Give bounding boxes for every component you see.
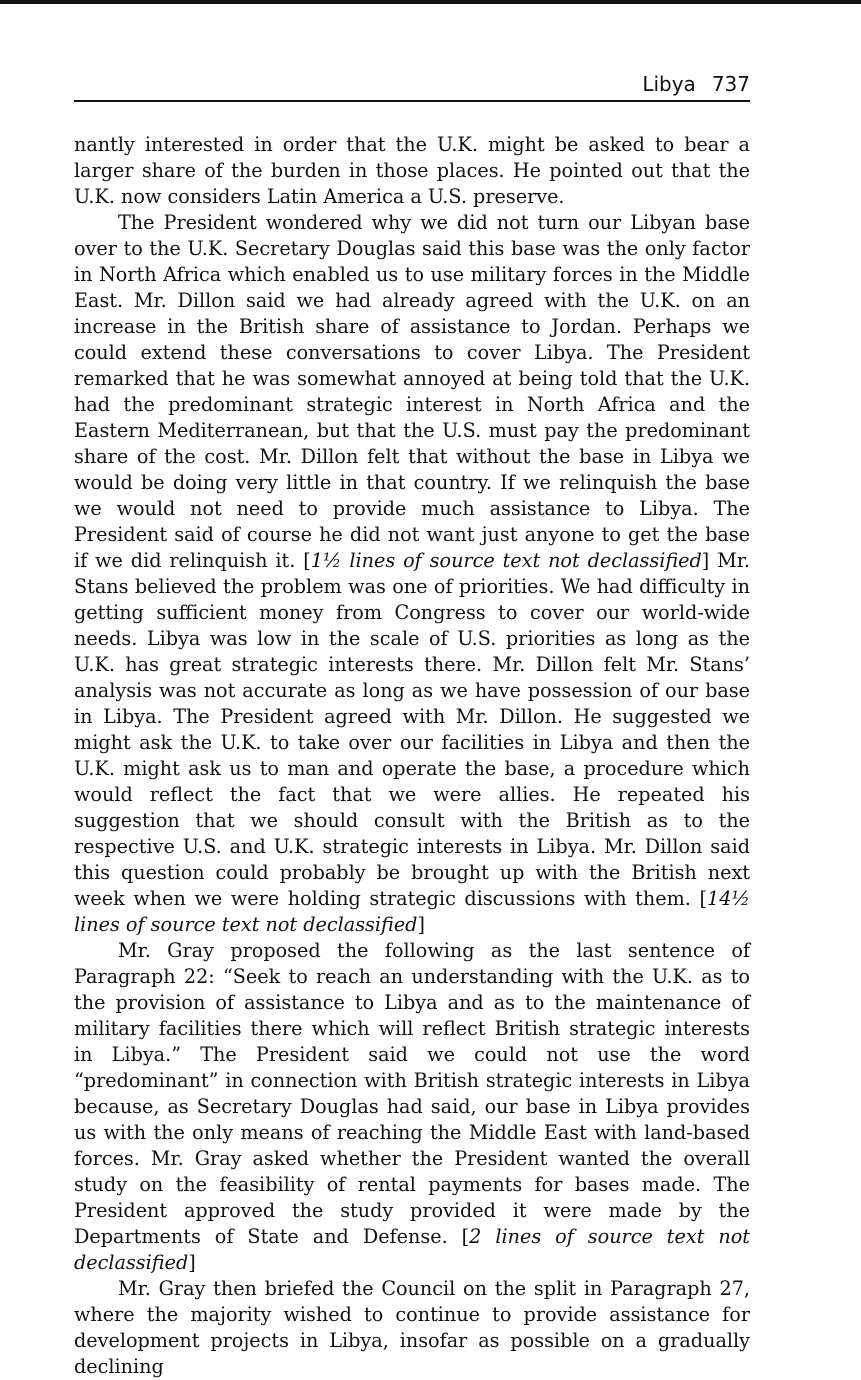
- editorial-note: 14½ lines of source text not declassified: [74, 887, 750, 936]
- page-top-edge: [0, 0, 861, 4]
- editorial-note: 2 lines of source text not declassified: [74, 1225, 750, 1274]
- text-run: Mr. Gray then briefed the Council on the split in Paragraph 27, where the majority wished to continue to provide assistance for development projects in Libya, insofar as possible on a gradually declining: [74, 1277, 750, 1378]
- editorial-note: 1½ lines of source text not declassified: [310, 549, 702, 572]
- text-run: The President wondered why we did not turn our Libyan base over to the U.K. Secretary Douglas said this base was the only factor in North Africa which enabled us to use military forces in the Middle East. Mr. Dillon said we had already agreed with the U.K. on an increase in the British share of assistance to Jordan. Perhaps we could extend these conversations to cover Libya. The President remarked that he was somewhat annoyed at being told that the U.K. had the predominant strategic interest in North Africa and the Eastern Mediterranean, but that the U.S. must pay the predominant share of the cost. Mr. Dillon felt that without the base in Libya we would be doing very little in that country. If we relinquish the base we would not need to provide much assistance to Libya. The President said of course he did not want just anyone to get the base if we did relinquish it. [: [74, 211, 750, 572]
- text-run: ]: [417, 913, 425, 936]
- text-run: nantly interested in order that the U.K. might be asked to bear a larger share of the burden in those places. He pointed out that the U.K. now considers Latin America a U.S. preserve.: [74, 133, 750, 208]
- text-run: ]: [188, 1251, 196, 1274]
- paragraph: [74, 938, 750, 1276]
- running-head: [74, 70, 750, 102]
- paragraph: [74, 210, 750, 938]
- text-run: Mr. Gray proposed the following as the last sentence of Paragraph 22: “Seek to reach an understanding with the U.K. as to the provision of assistance to Libya and as to the maintenance of military facilities there which will reflect British strategic interests in Libya.” The President said we could not use the word “predominant” in connection with British strategic interests in Libya because, as Secretary Douglas had said, our base in Libya provides us with the only means of reaching the Middle East with land-based forces. Mr. Gray asked whether the President wanted the overall study on the feasibility of rental payments for bases made. The President approved the study provided it were made by the Departments of State and Defense. [: [74, 939, 750, 1248]
- paragraph: [74, 1276, 750, 1380]
- body-text: [74, 132, 750, 1380]
- text-run: ] Mr. Stans believed the problem was one of priorities. We had difficulty in getting sufficient money from Congress to cover our world-wide needs. Libya was low in the scale of U.S. priorities as long as the U.K. has great strategic interests there. Mr. Dillon felt Mr. Stans’ analysis was not accurate as long as we have possession of our base in Libya. The President agreed with Mr. Dillon. He suggested we might ask the U.K. to take over our facilities in Libya and then the U.K. might ask us to man and operate the base, a procedure which would reflect the fact that we were allies. He repeated his suggestion that we should consult with the British as to the respective U.S. and U.K. strategic interests in Libya. Mr. Dillon said this question could probably be brought up with the British next week when we were holding strategic discussions with them. [: [74, 549, 750, 910]
- paragraph: [74, 132, 750, 210]
- running-head-title: Libya: [642, 72, 696, 96]
- document-page: [74, 70, 750, 1380]
- page-number: 737: [711, 72, 750, 96]
